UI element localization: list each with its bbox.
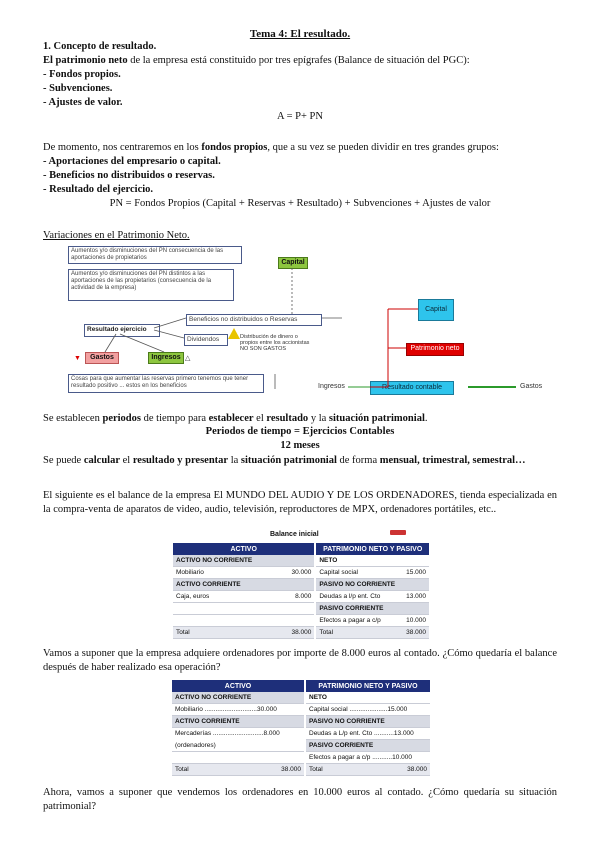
table-total-row: Total 38.000 Total 38.000	[173, 627, 429, 639]
gastos-box: Gastos	[85, 352, 119, 364]
increase-icon: △	[185, 355, 191, 362]
aportaciones-box: Aumentos y/o disminuciones del PN consecuencia de las aportaciones de propietarios	[68, 246, 242, 264]
table-row: PASIVO CORRIENTE	[173, 603, 429, 615]
note-box: Cosas para que aumentar las reservas primero tenemos que tener resultado positivo ... estos en los beneficios	[68, 374, 264, 393]
head-activo: ACTIVO	[173, 543, 315, 555]
list-item: - Beneficios no distribuidos o reservas.	[43, 170, 215, 181]
intro-line: El patrimonio neto de la empresa está constituido por tres epígrafes (Balance de situación del PGC):	[43, 55, 470, 66]
right-ingresos-label: Ingresos	[318, 383, 345, 390]
pn-result-diagram	[318, 295, 548, 395]
periodos-equation: Periodos de tiempo = Ejercicios Contables	[205, 426, 395, 437]
actividad-box: Aumentos y/o disminuciones del PN distintos a las aportaciones de las propietarios (consecuencia de la actividad de la empresa)	[68, 269, 234, 301]
balance-table-after	[172, 680, 430, 776]
balance-caption: Balance inicial	[270, 531, 319, 538]
table-row: Mobiliario 30.000 Capital social 15.000	[173, 567, 429, 579]
minus-sign: ▼	[74, 355, 81, 362]
formula: A = P+ PN	[277, 111, 323, 122]
list-item: - Aportaciones del empresario o capital.	[43, 156, 221, 167]
table-row: ACTIVO CORRIENTE PASIVO NO CORRIENTE	[172, 716, 430, 728]
table-row: (ordenadores) PASIVO CORRIENTE	[172, 740, 430, 752]
pn-formula: PN = Fondos Propios (Capital + Reservas + Resultado) + Subvenciones + Ajustes de valor	[109, 198, 491, 209]
logo-icon	[390, 530, 406, 535]
right-pn-box: Patrimonio neto	[406, 343, 464, 356]
table-row: Mobiliario .............................30.000 Capital social .....................15.000	[172, 704, 430, 716]
beneficios-box: Beneficios no distribuidos o Reservas	[186, 314, 322, 326]
page-title: Tema 4: El resultado.	[249, 28, 351, 40]
right-resultado-box: Resultado contable	[370, 381, 454, 395]
periodos-months: 12 meses	[280, 440, 320, 451]
periodos-line: Se establecen periodos de tiempo para establecer el resultado y la situación patrimonial.	[43, 413, 428, 424]
ingresos-box: Ingresos	[148, 352, 184, 364]
balance-table-initial	[173, 543, 429, 639]
example-paragraph: El siguiente es el balance de la empresa El MUNDO DEL AUDIO Y DE LOS ORDENADORES, tienda especializada en la compra-venta de aparatos de video, audio, televisión, reproductores de MPX, ordenadores portátiles, etc..	[43, 490, 557, 515]
warning-text: Distribución de dinero o propios entre los accionistas NO SON GASTOS	[240, 334, 310, 352]
head-pasivo: PATRIMONIO NETO Y PASIVO	[315, 543, 429, 555]
fondos-intro: De momento, nos centraremos en los fondos propios, que a su vez se pueden dividir en tres grandes grupos:	[43, 142, 499, 153]
right-gastos-label: Gastos	[520, 383, 543, 390]
table-row: ACTIVO NO CORRIENTE NETO	[173, 555, 429, 567]
list-item: - Resultado del ejercicio.	[43, 184, 154, 195]
list-item: - Fondos propios.	[43, 69, 121, 80]
operation-paragraph: Vamos a suponer que la empresa adquiere ordenadores por importe de 8.000 euros al contado. ¿Cómo quedaría el balance después de haber realizado esa operación?	[43, 648, 557, 673]
section-heading: 1. Concepto de resultado.	[43, 41, 157, 52]
table-row: ACTIVO NO CORRIENTE NETO	[172, 692, 430, 704]
table-total-row: Total 38.000 Total 38.000	[172, 764, 430, 776]
table-row: ACTIVO CORRIENTE PASIVO NO CORRIENTE	[173, 579, 429, 591]
right-capital-box: Capital	[418, 299, 454, 321]
head-activo: ACTIVO	[172, 680, 305, 692]
table-row: Mercaderías ............................8.000 Deudas a L/p ent. Cto ...........13.000	[172, 728, 430, 740]
calcular-line: Se puede calcular el resultado y presentar la situación patrimonial de forma mensual, trimestral, semestral…	[43, 455, 526, 466]
variaciones-heading: Variaciones en el Patrimonio Neto.	[43, 230, 190, 241]
list-item: - Ajustes de valor.	[43, 97, 123, 108]
list-item: - Subvenciones.	[43, 83, 113, 94]
sale-paragraph: Ahora, vamos a suponer que vendemos los ordenadores en 10.000 euros al contado. ¿Cómo quedaría su situación patrimonial?	[43, 787, 557, 812]
head-pasivo: PATRIMONIO NETO Y PASIVO	[305, 680, 430, 692]
dividendos-box: Dividendos	[184, 334, 228, 346]
table-row: Caja, euros 8.000 Deudas a l/p ent. Cto 13.000	[173, 591, 429, 603]
table-row: Efectos a pagar a c/p ...........10.000	[172, 752, 430, 764]
resultado-box: Resultado ejercicio	[84, 324, 160, 337]
capital-box: Capital	[278, 257, 308, 269]
table-row: Efectos a pagar a c/p 10.000	[173, 615, 429, 627]
right-diagram-lines	[318, 295, 548, 395]
